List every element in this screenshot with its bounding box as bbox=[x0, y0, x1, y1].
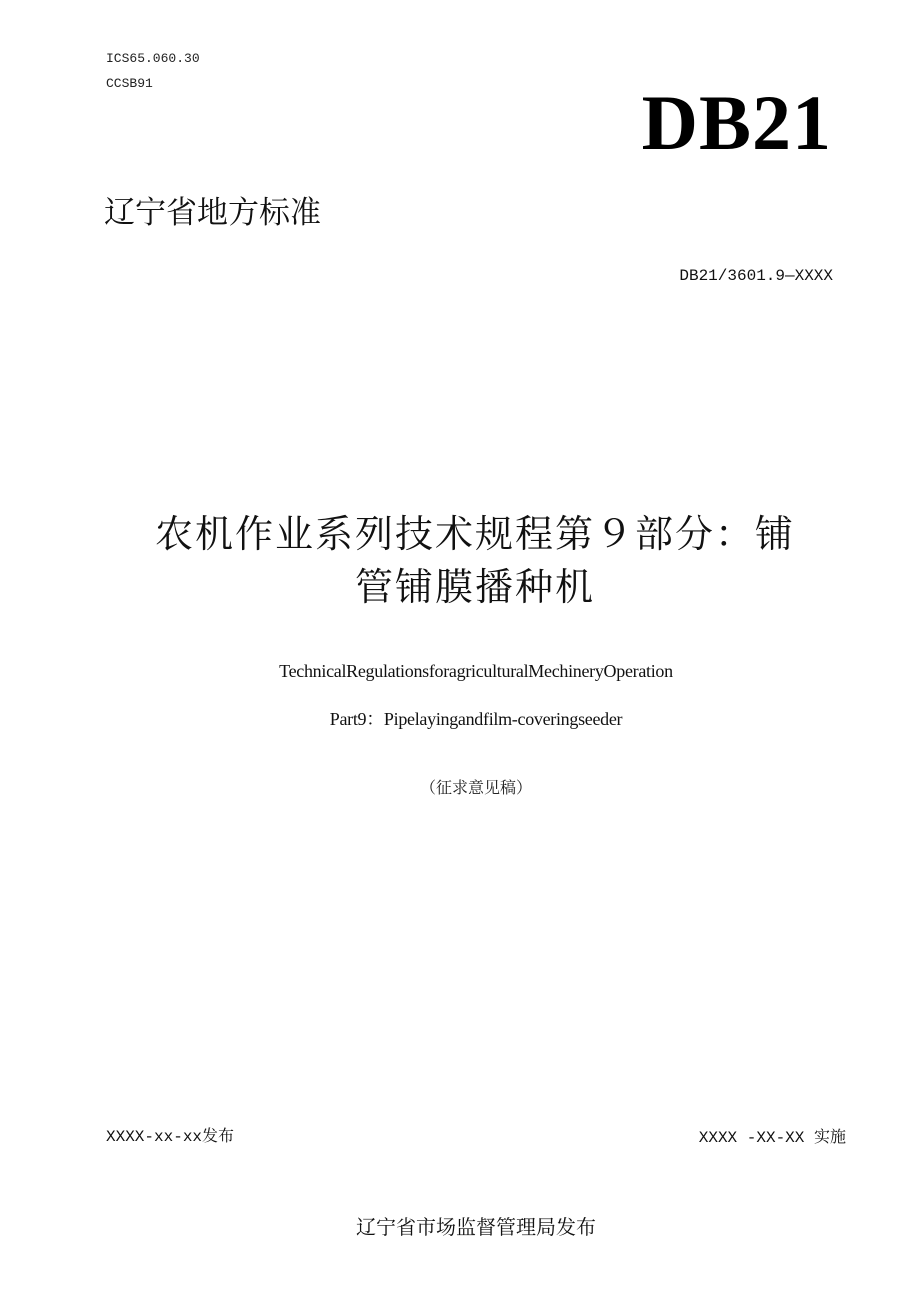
title-zh-line1: 农机作业系列技术规程第９部分：铺 bbox=[154, 512, 795, 556]
title-block bbox=[100, 508, 850, 614]
implement-date-line bbox=[699, 1127, 846, 1148]
title-en-line1: TechnicalRegulationsforagriculturalMechineryOperation bbox=[279, 661, 673, 681]
title-en-line2: Part9：Pipelayingandfilm-coveringseeder bbox=[329, 709, 623, 729]
issue-date-line bbox=[106, 1126, 234, 1147]
issue-date: XXXX-xx-xx bbox=[106, 1128, 203, 1146]
ics-code: ICS65.060.30 bbox=[106, 51, 200, 66]
implement-date: XXXX -XX-XX bbox=[698, 1129, 805, 1147]
implement-label: 实施 bbox=[813, 1127, 846, 1146]
standard-logo: DB21 bbox=[641, 79, 832, 166]
standard-type: 辽宁省地方标准 bbox=[104, 195, 321, 231]
draft-note: （征求意见稿） bbox=[419, 778, 532, 797]
issue-label: 发布 bbox=[202, 1126, 235, 1145]
publisher: 辽宁省市场监督管理局发布 bbox=[356, 1215, 596, 1239]
standard-number: DB21/3601.9—XXXX bbox=[679, 267, 833, 285]
ccs-code: CCSB91 bbox=[106, 76, 153, 91]
title-zh-line2: 管铺膜播种机 bbox=[354, 565, 595, 609]
